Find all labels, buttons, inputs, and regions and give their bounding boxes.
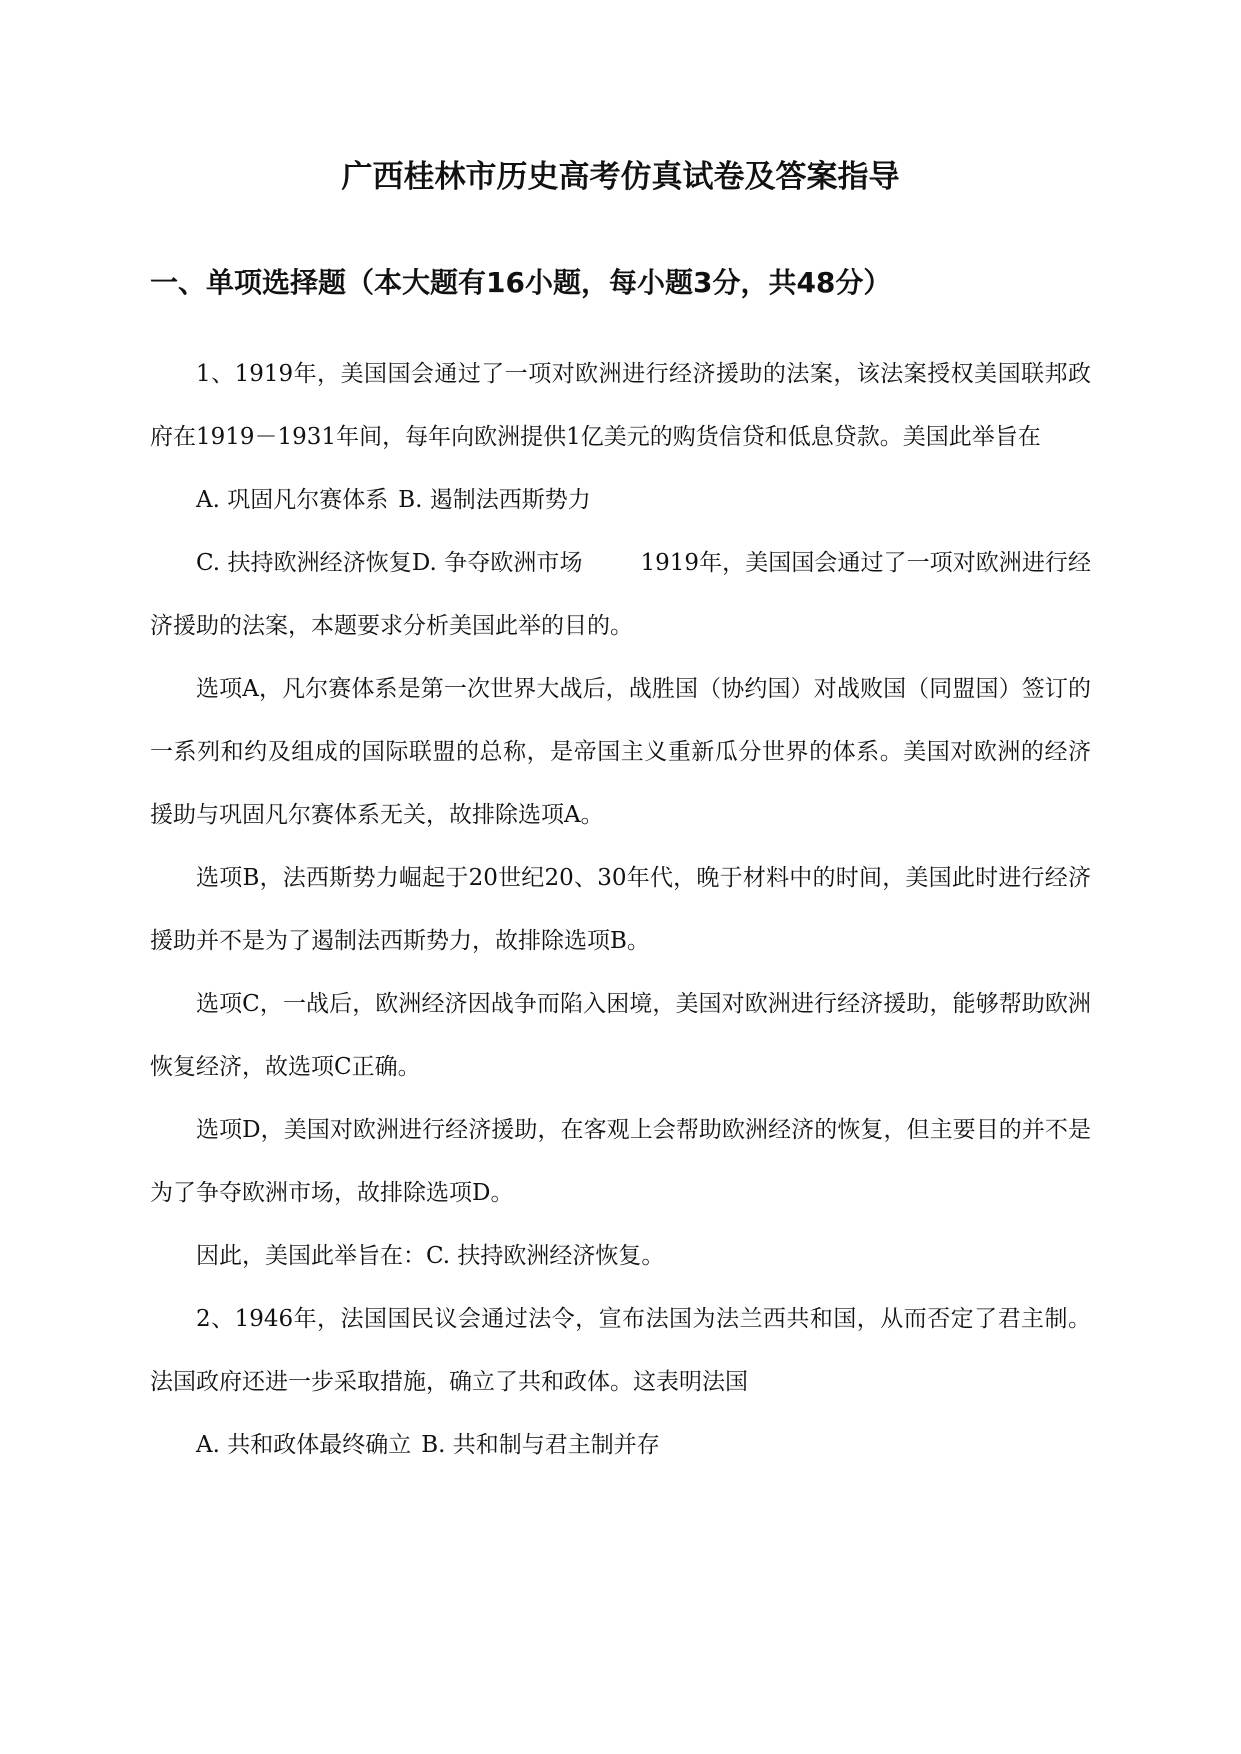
- question-2-stem: 2、1946年，法国国民议会通过法令，宣布法国为法兰西共和国，从而否定了君主制。法国政府还进一步采取措施，确立了共和政体。这表明法国: [150, 1306, 1091, 1395]
- question-1-option-b: B. 遏制法西斯势力: [398, 487, 591, 513]
- question-1-option-c: C. 扶持欧洲经济恢复: [196, 550, 412, 576]
- question-1-analysis-c: 选项C，一战后，欧洲经济因战争而陷入困境，美国对欧洲进行经济援助，能够帮助欧洲恢复经济，故选项C正确。: [150, 991, 1091, 1080]
- document-title: 广西桂林市历史高考仿真试卷及答案指导: [341, 159, 900, 195]
- question-1-option-a: A. 巩固凡尔赛体系: [196, 487, 389, 513]
- question-1-analysis-intro: 1919年，美国国会通过了一项对欧洲进行经济援助的法案，本题要求分析美国此举的目的。: [150, 550, 1091, 639]
- question-1-options-cd-and-intro: [150, 532, 1091, 658]
- question-1-analysis-b: 选项B，法西斯势力崛起于20世纪20、30年代，晚于材料中的时间，美国此时进行经济援助并不是为了遏制法西斯势力，故排除选项B。: [150, 865, 1091, 954]
- question-1-options-ab: [150, 469, 1091, 532]
- section-heading: 一、单项选择题（本大题有16小题，每小题3分，共48分）: [150, 266, 892, 299]
- question-1-analysis-a: 选项A，凡尔赛体系是第一次世界大战后，战胜国（协约国）对战败国（同盟国）签订的一系列和约及组成的国际联盟的总称，是帝国主义重新瓜分世界的体系。美国对欧洲的经济援助与巩固凡尔赛体系无关，故排除选项A。: [150, 676, 1091, 828]
- question-1-stem: 1、1919年，美国国会通过了一项对欧洲进行经济援助的法案，该法案授权美国联邦政府在1919－1931年间，每年向欧洲提供1亿美元的购货信贷和低息贷款。美国此举旨在: [150, 361, 1091, 450]
- document-body: [150, 343, 1091, 1477]
- question-1-option-d: D. 争夺欧洲市场: [411, 550, 583, 576]
- question-2-option-a: A. 共和政体最终确立: [196, 1432, 412, 1458]
- question-1-conclusion: 因此，美国此举旨在：C. 扶持欧洲经济恢复。: [196, 1243, 665, 1269]
- question-2-option-b: B. 共和制与君主制并存: [421, 1432, 660, 1458]
- question-1-analysis-d: 选项D，美国对欧洲进行经济援助，在客观上会帮助欧洲经济的恢复，但主要目的并不是为了争夺欧洲市场，故排除选项D。: [150, 1117, 1091, 1206]
- question-2-options-ab: [150, 1414, 1091, 1477]
